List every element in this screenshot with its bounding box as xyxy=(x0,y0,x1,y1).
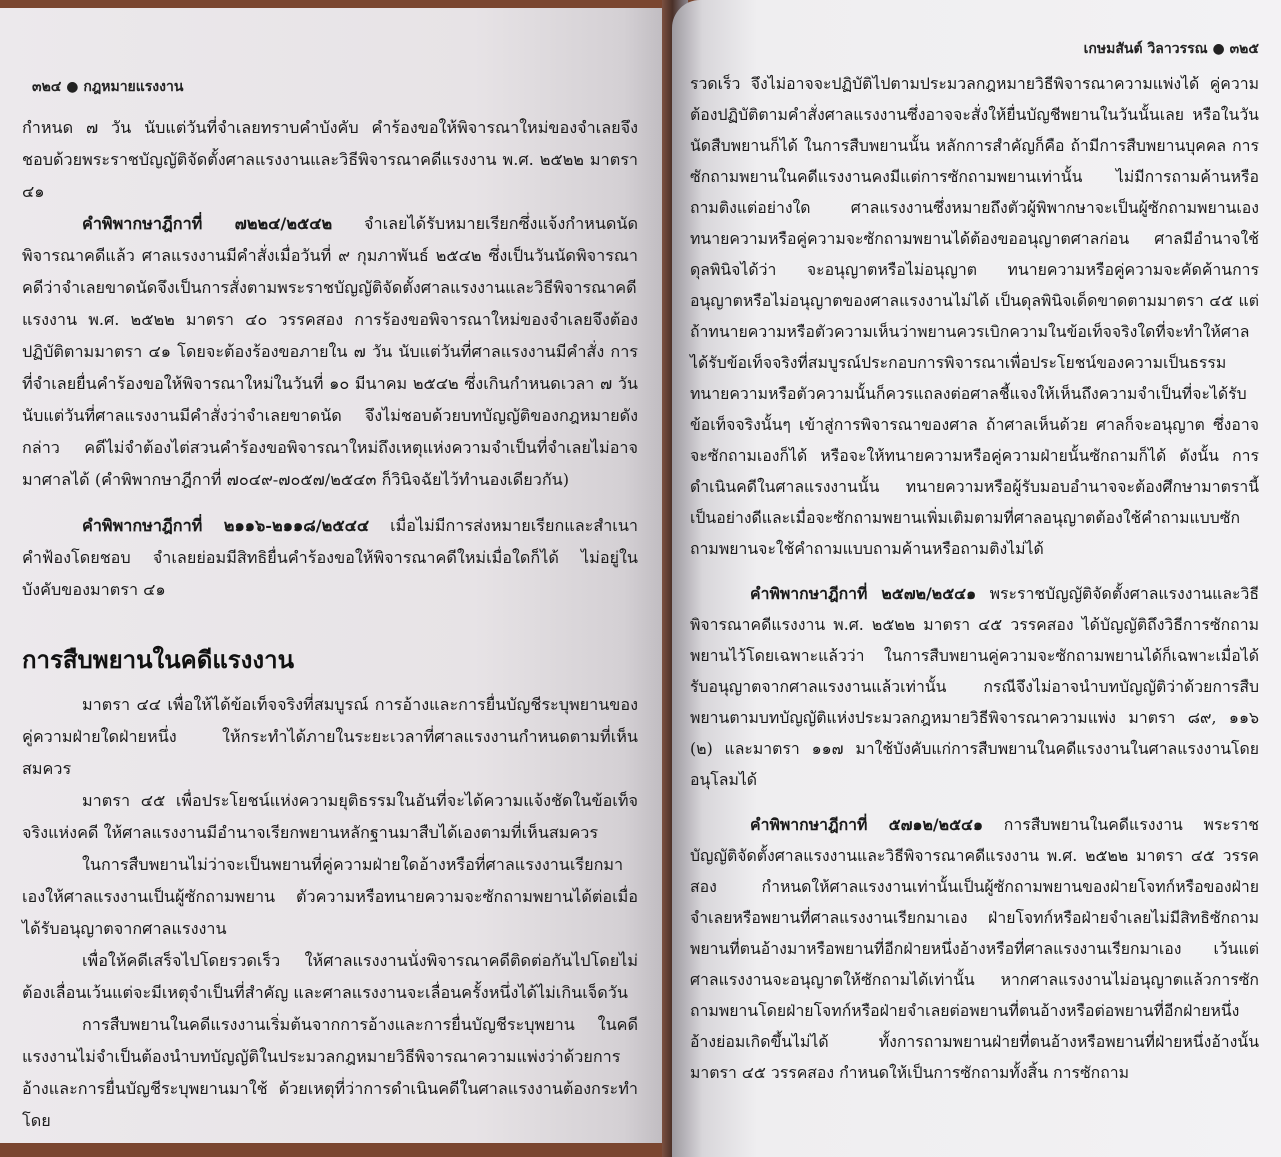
case-paragraph xyxy=(22,208,638,496)
paragraph: กำหนด ๗ วัน นับแต่วันที่จำเลยทราบคำบังคับ คำร้องขอให้พิจารณาใหม่ของจำเลยจึงชอบด้วยพระราชบัญญัติจัดตั้งศาลแรงงานและวิธีพิจารณาคดีแรงงาน พ.ศ. ๒๕๒๒ มาตรา ๔๑ xyxy=(22,118,638,201)
case-paragraph xyxy=(22,510,638,606)
paragraph: รวดเร็ว จึงไม่อาจจะปฏิบัติไปตามประมวลกฎหมายวิธีพิจารณาความแพ่งได้ คู่ความต้องปฏิบัติตามคำสั่งศาลแรงงานซึ่งอาจจะสั่งให้ยื่นบัญชีพยานในวันนั้นเลย หรือในวันนัดสืบพยานก็ได้ ในการสืบพยานนั้น หลักการสำคัญก็คือ ถ้ามีการสืบพยานบุคคล การซักถามพยานในคดีแรงงานคงมีแต่การซักถามพยานเท่านั้น ไม่มีการถามค้านหรือถามติงแต่อย่างใด ศาลแรงงานซึ่งหมายถึงตัวผู้พิพากษาจะเป็นผู้ซักถามพยานเอง ทนายความหรือคู่ความจะซักถามพยานได้ต้องขออนุญาตศาลก่อน ศาลมีอำนาจใช้ดุลพินิจได้ว่า จะอนุญาตหรือไม่อนุญาต ทนายความหรือคู่ความจะคัดค้านการอนุญาตหรือไม่อนุญาตของศาลแรงงานไม่ได้ เป็นดุลพินิจเด็ดขาดตามมาตรา ๔๕ แต่ถ้าทนายความหรือตัวความเห็นว่าพยานควรเบิกความในข้อเท็จจริงใดที่จะทำให้ศาลได้รับข้อเท็จจริงที่สมบูรณ์ประกอบการพิจารณาเพื่อประโยชน์ของความเป็นธรรม ทนายความหรือตัวความนั้นก็ควรแถลงต่อศาลชี้แจงให้เห็นถึงความจำเป็นที่จะได้รับข้อเท็จจริงนั้นๆ เข้าสู่การพิจารณาของศาล ถ้าศาลเห็นด้วย ศาลก็จะอนุญาต ซึ่งอาจจะซักถามเองก็ได้ หรือจะให้ทนายความหรือคู่ความฝ่ายนั้นซักถามก็ได้ ดังนั้น การดำเนินคดีในศาลแรงงานนั้น ทนายความหรือผู้รับมอบอำนาจจะต้องศึกษามาตรานี้เป็นอย่างดีและเมื่อจะซักถามพยานเพิ่มเติมตามที่ศาลอนุญาตต้องใช้คำถามแบบซักถามพยานจะใช้คำถามแบบถามค้านหรือถามติงไม่ได้ xyxy=(690,74,1259,558)
section-paragraph: ในการสืบพยานไม่ว่าจะเป็นพยานที่คู่ความฝ่ายใดอ้างหรือที่ศาลแรงงานเรียกมาเองให้ศาลแรงงานเป็นผู้ซักถามพยาน ตัวความหรือทนายความจะซักถามพยานได้ต่อเมื่อได้รับอนุญาตจากศาลแรงงาน xyxy=(22,855,638,938)
left-page xyxy=(0,8,678,1143)
paragraph-text: พระราชบัญญัติจัดตั้งศาลแรงงานและวิธีพิจารณาคดีแรงงาน พ.ศ. ๒๕๒๒ มาตรา ๔๕ วรรคสอง ได้บัญญัติถึงวิธีการซักถามพยานไว้โดยเฉพาะแล้วว่า ในการสืบพยานคู่ความจะซักถามพยานได้ก็เฉพาะเมื่อได้รับอนุญาตจากศาลแรงงานแล้วเท่านั้น กรณีจึงไม่อาจนำบทบัญญัติว่าด้วยการสืบพยานตามบทบัญญัติแห่งประมวลกฎหมายวิธีพิจารณาความแพ่ง มาตรา ๘๙, ๑๑๖ (๒) และมาตรา ๑๑๗ มาใช้บังคับแก่การสืบพยานในคดีแรงงานในศาลแรงงานโดยอนุโลมได้ xyxy=(690,584,1259,789)
section-paragraph: มาตรา ๔๔ เพื่อให้ได้ข้อเท็จจริงที่สมบูรณ์ การอ้างและการยื่นบัญชีระบุพยานของคู่ความฝ่ายใดฝ่ายหนึ่ง ให้กระทำได้ภายในระยะเวลาที่ศาลแรงงานกำหนดตามที่เห็นสมควร xyxy=(22,695,638,778)
case-label: คำพิพากษาฎีกาที่ ๗๒๒๔/๒๕๔๒ xyxy=(82,214,333,233)
section-heading: การสืบพยานในคดีแรงงาน xyxy=(22,646,294,674)
paragraph-text: เมื่อไม่มีการส่งหมายเรียกและสำเนาคำฟ้องโดยชอบ จำเลยย่อมมีสิทธิยื่นคำร้องขอให้พิจารณาคดีใหม่เมื่อใดก็ได้ ไม่อยู่ในบังคับของมาตรา ๔๑ xyxy=(22,516,638,599)
section-paragraph: เพื่อให้คดีเสร็จไปโดยรวดเร็ว ให้ศาลแรงงานนั่งพิจารณาคดีติดต่อกันไปโดยไม่ต้องเลื่อนเว้นแต่จะมีเหตุจำเป็นที่สำคัญ และศาลแรงงานจะเลื่อนครั้งหนึ่งได้ไม่เกินเจ็ดวัน xyxy=(22,951,638,1002)
paragraph-text: จำเลยได้รับหมายเรียกซึ่งแจ้งกำหนดนัดพิจารณาคดีแล้ว ศาลแรงงานมีคำสั่งเมื่อวันที่ ๙ กุมภาพันธ์ ๒๕๔๒ ซึ่งเป็นวันนัดพิจารณาคดีว่าจำเลยขาดนัดจึงเป็นการสั่งตามพระราชบัญญัติจัดตั้งศาลแรงงานและวิธีพิจารณาคดีแรงงาน พ.ศ. ๒๕๒๒ มาตรา ๔๐ วรรคสอง การร้องขอพิจารณาใหม่ของจำเลยจึงต้องปฏิบัติตามมาตรา ๔๑ โดยจะต้องร้องขอภายใน ๗ วัน นับแต่วันที่ศาลแรงงานมีคำสั่ง การที่จำเลยยื่นคำร้องขอให้พิจารณาใหม่ในวันที่ ๑๐ มีนาคม ๒๕๔๒ ซึ่งเกินกำหนดเวลา ๗ วัน นับแต่วันที่ศาลแรงงานมีคำสั่งว่าจำเลยขาดนัด จึงไม่ชอบด้วยบทบัญญัติของกฎหมายดังกล่าว คดีไม่จำต้องไต่สวนคำร้องขอพิจารณาใหม่ถึงเหตุแห่งความจำเป็นที่จำเลยไม่อาจมาศาลได้ (คำพิพากษาฎีกาที่ ๗๐๔๙-๗๐๕๗/๒๕๔๓ ก็วินิจฉัยไว้ทำนองเดียวกัน) xyxy=(22,214,638,489)
section-paragraph: การสืบพยานในคดีแรงงานเริ่มต้นจากการอ้างและการยื่นบัญชีระบุพยาน ในคดีแรงงานไม่จำเป็นต้องนำบทบัญญัติในประมวลกฎหมายวิธีพิจารณาความแพ่งว่าด้วยการอ้างและการยื่นบัญชีระบุพยานมาใช้ ด้วยเหตุที่ว่าการดำเนินคดีในศาลแรงงานต้องกระทำโดย xyxy=(22,1015,638,1130)
right-running-head: เกษมสันต์ วิลาวรรณ ● ๓๒๕ xyxy=(1083,41,1259,57)
case-paragraph xyxy=(690,578,1259,795)
left-running-head: ๓๒๔ ● กฎหมายแรงงาน xyxy=(32,79,184,95)
case-paragraph xyxy=(690,809,1259,1088)
paragraph-text: การสืบพยานในคดีแรงงาน พระราชบัญญัติจัดตั้งศาลแรงงานและวิธีพิจารณาคดีแรงงาน พ.ศ. ๒๕๒๒ มาตรา ๔๕ วรรคสอง กำหนดให้ศาลแรงงานเท่านั้นเป็นผู้ซักถามพยานของฝ่ายโจทก์หรือของฝ่ายจำเลยหรือพยานที่ศาลแรงงานเรียกมาเอง ฝ่ายโจทก์หรือฝ่ายจำเลยไม่มีสิทธิซักถามพยานที่ตนอ้างมาหรือพยานที่อีกฝ่ายหนึ่งอ้างหรือที่ศาลแรงงานเรียกมาเอง เว้นแต่ศาลแรงงานจะอนุญาตให้ซักถามได้เท่านั้น หากศาลแรงงานไม่อนุญาตแล้วการซักถามพยานโดยฝ่ายโจทก์หรือฝ่ายจำเลยต่อพยานที่ตนอ้างหรือต่อพยานที่อีกฝ่ายหนึ่งอ้างย่อมเกิดขึ้นไม่ได้ ทั้งการถามพยานฝ่ายที่ตนอ้างหรือพยานที่ฝ่ายหนึ่งอ้างนั้น มาตรา ๔๕ วรรคสอง กำหนดให้เป็นการซักถามทั้งสิ้น การซักถาม xyxy=(690,815,1259,1082)
case-label: คำพิพากษาฎีกาที่ ๒๕๗๒/๒๕๔๑ xyxy=(750,584,977,603)
right-page xyxy=(672,0,1281,1157)
case-label: คำพิพากษาฎีกาที่ ๕๗๑๒/๒๕๔๑ xyxy=(750,815,984,834)
case-label: คำพิพากษาฎีกาที่ ๒๑๑๖-๒๑๑๘/๒๕๔๔ xyxy=(82,516,370,535)
section-paragraph: มาตรา ๔๕ เพื่อประโยชน์แห่งความยุติธรรมในอันที่จะได้ความแจ้งชัดในข้อเท็จจริงแห่งคดี ให้ศาลแรงงานมีอำนาจเรียกพยานหลักฐานมาสืบได้เองตามที่เห็นสมควร xyxy=(22,791,638,842)
